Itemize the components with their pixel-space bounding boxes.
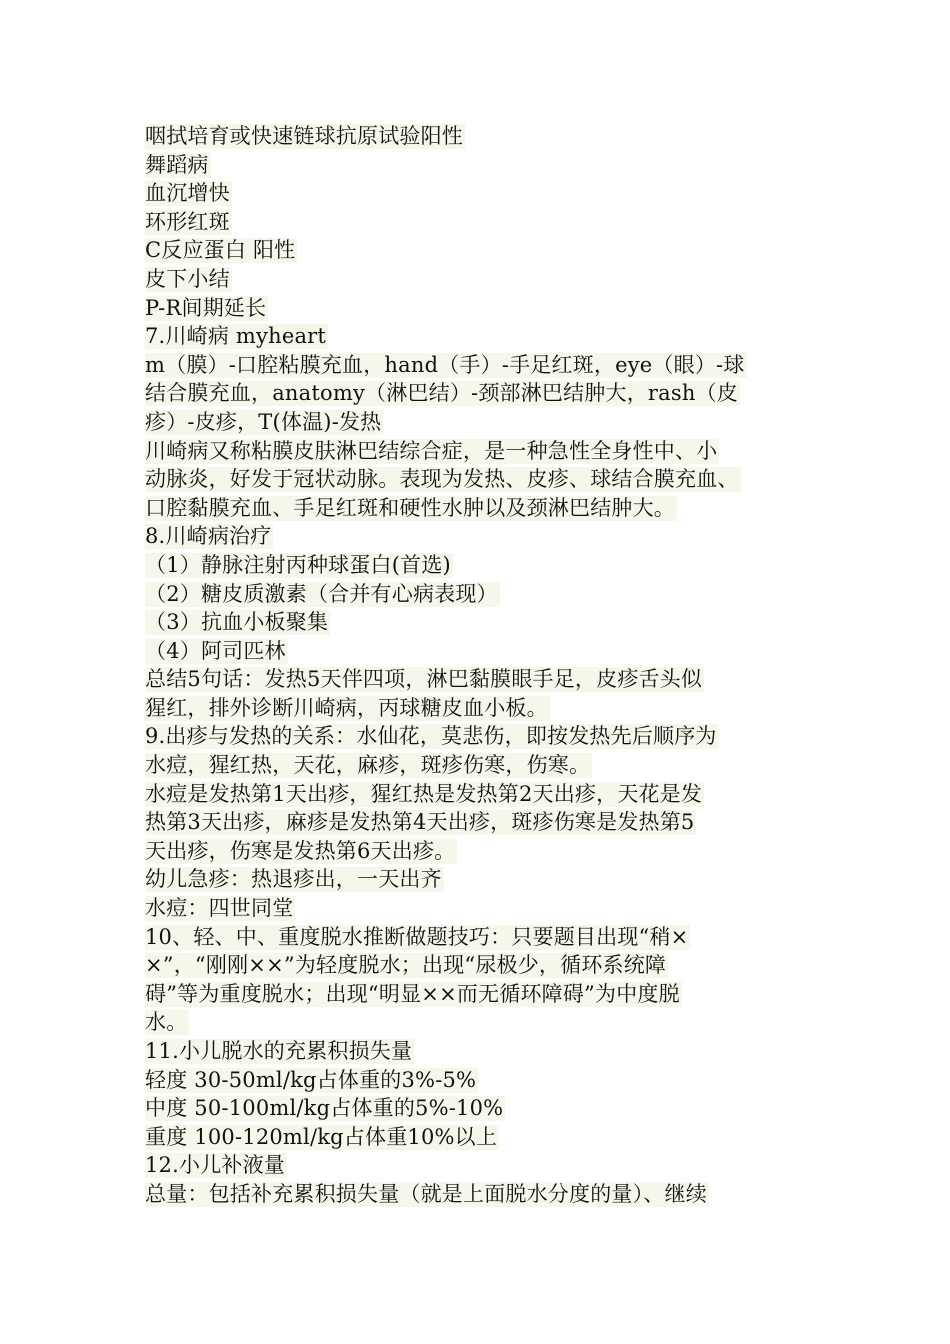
text-line: 重度 100-120ml/kg占体重10%以上 (145, 1124, 498, 1149)
text-line: 碍”等为重度脱水；出现“明显××而无循环障碍”为中度脱 (145, 981, 680, 1006)
text-line: 水痘是发热第1天出疹，猩红热是发热第2天出疹，天花是发 (145, 781, 703, 806)
section-heading: 7.川崎病 myheart (145, 324, 327, 349)
text-line: 热第3天出疹，麻疹是发热第4天出疹，斑疹伤寒是发热第5 (145, 810, 695, 835)
list-item: （4）阿司匹林 (145, 638, 286, 663)
text-line: P-R间期延长 (145, 295, 267, 320)
text-line: 动脉炎，好发于冠状动脉。表现为发热、皮疹、球结合膜充血、 (145, 467, 739, 492)
list-item: （1）静脉注射丙种球蛋白(首选) (145, 552, 451, 577)
text-line: 皮下小结 (145, 266, 230, 291)
text-line: 水痘：四世同堂 (145, 896, 294, 921)
text-line: 幼儿急疹：热退疹出，一天出齐 (145, 867, 442, 892)
text-line: 血沉增快 (145, 181, 230, 206)
text-line: 猩红，排外诊断川崎病，丙球糖皮血小板。 (145, 695, 548, 720)
text-line: C反应蛋白 阳性 (145, 238, 296, 263)
section-heading: 12.小儿补液量 (145, 1153, 285, 1178)
text-line: 结合膜充血，anatomy（淋巴结）-颈部淋巴结肿大，rash（皮 (145, 381, 738, 406)
text-line: 总结5句话：发热5天伴四项，淋巴黏膜眼手足，皮疹舌头似 (145, 667, 703, 692)
text-line: 川崎病又称粘膜皮肤淋巴结综合症，是一种急性全身性中、小 (145, 438, 718, 463)
text-line: 中度 50-100ml/kg占体重的5%-10% (145, 1096, 504, 1121)
section-heading: 10、轻、中、重度脱水推断做题技巧：只要题目出现“稍× (145, 924, 689, 949)
document-body (145, 122, 845, 1209)
text-line: 轻度 30-50ml/kg占体重的3%-5% (145, 1067, 477, 1092)
text-line: 环形红斑 (145, 209, 230, 234)
section-heading: 11.小儿脱水的充累积损失量 (145, 1039, 413, 1063)
text-line: 疹）-皮疹，T(体温)-发热 (145, 409, 382, 434)
text-line: 水。 (145, 1010, 188, 1035)
text-line: 口腔黏膜充血、手足红斑和硬性水肿以及颈淋巴结肿大。 (145, 495, 675, 520)
list-item: （3）抗血小板聚集 (145, 610, 329, 635)
text-line: 舞蹈病 (145, 152, 209, 177)
text-line: m（膜）-口腔粘膜充血，hand（手）-手足红斑，eye（眼）-球 (145, 352, 745, 377)
text-line: 总量：包括补充累积损失量（就是上面脱水分度的量）、继续 (145, 1181, 707, 1206)
text-line: ×”，“刚刚××”为轻度脱水；出现“尿极少，循环系统障 (145, 953, 667, 978)
text-line: 天出疹，伤寒是发热第6天出疹。 (145, 838, 456, 863)
list-item: （2）糖皮质激素（合并有心病表现） (145, 581, 498, 606)
text-line: 水痘，猩红热，天花，麻疹，斑疹伤寒，伤寒。 (145, 753, 591, 778)
section-heading: 8.川崎病治疗 (145, 524, 272, 549)
text-line: 咽拭培育或快速链球抗原试验阳性 (145, 124, 463, 148)
section-heading: 9.出疹与发热的关系：水仙花，莫悲伤，即按发热先后顺序为 (145, 724, 717, 749)
